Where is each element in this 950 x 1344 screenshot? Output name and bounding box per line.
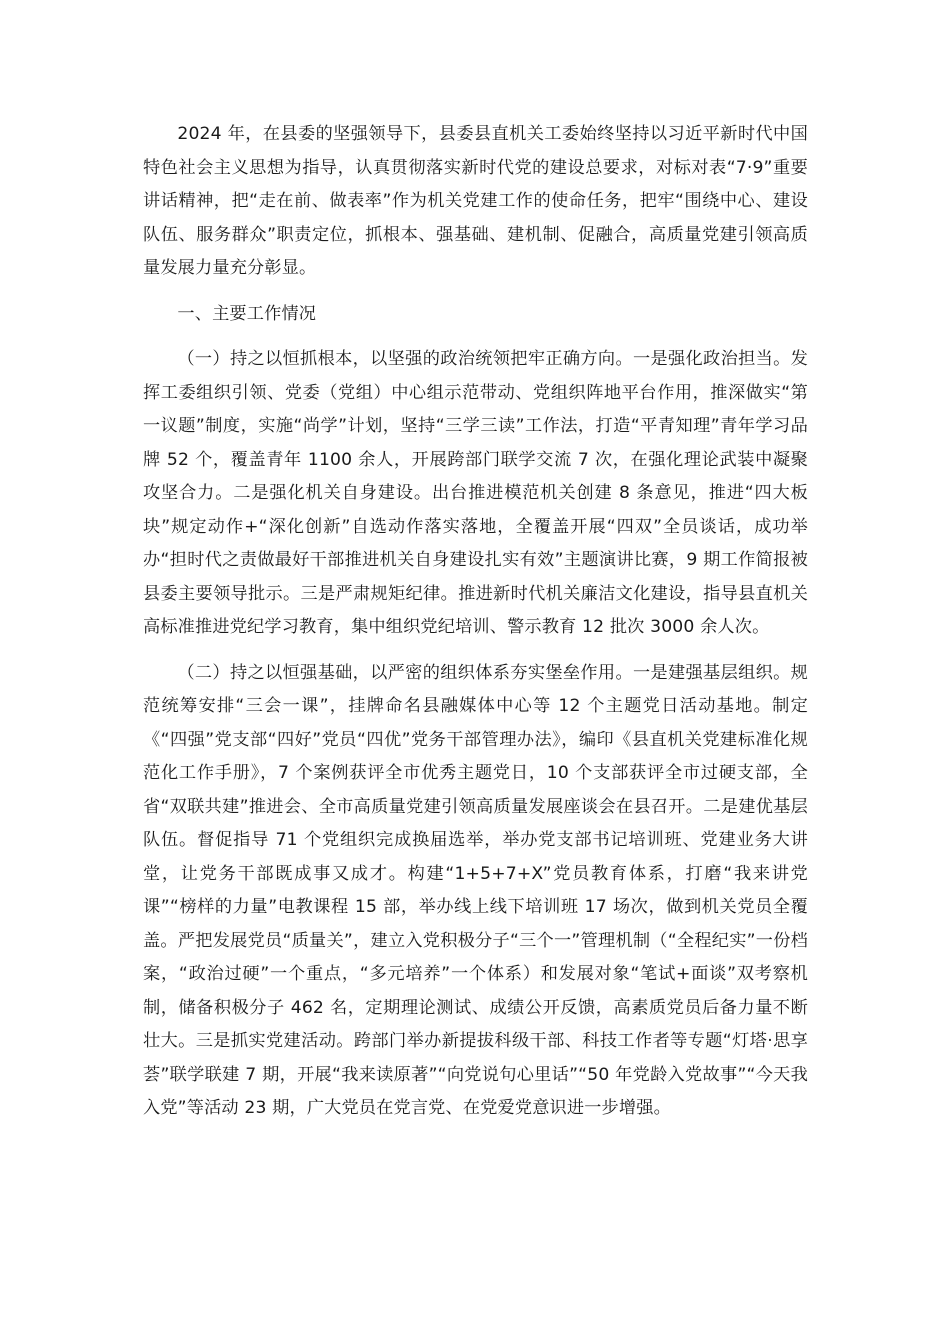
intro-paragraph: 2024 年，在县委的坚强领导下，县委县直机关工委始终坚持以习近平新时代中国特色社会主义思想为指导，认真贯彻落实新时代党的建设总要求，对标对表“7·9”重要讲话精神，把“走在前、做表率”作为机关党建工作的使命任务，把牢“围绕中心、建设队伍、服务群众”职责定位，抓根本、强基础、建机制、促融合，高质量党建引领高质量发展力量充分彰显。 xyxy=(143,124,808,278)
section-heading: 一、主要工作情况 xyxy=(177,303,317,324)
document-body xyxy=(143,118,808,1126)
section-2-paragraph: （二）持之以恒强基础，以严密的组织体系夯实堡垒作用。一是建强基层组织。规范统筹安排“三会一课”，挂牌命名县融媒体中心等 12 个主题党日活动基地。制定《“四强”党支部“四好”党员“四优”党务干部管理办法》，编印《县直机关党建标准化规范化工作手册》，7 个案例获评全市优秀主题党日，10 个支部获评全市过硬支部，全省“双联共建”推进会、全市高质量党建引领高质量发展座谈会在县召开。二是建优基层队伍。督促指导 71 个党组织完成换届选举，举办党支部书记培训班、党建业务大讲堂，让党务干部既成事又成才。构建“1+5+7+X”党员教育体系，打磨“我来讲党课”“榜样的力量”电教课程 15 部，举办线上线下培训班 17 场次，做到机关党员全覆盖。严把发展党员“质量关”，建立入党积极分子“三个一”管理机制（“全程纪实”一份档案，“政治过硬”一个重点，“多元培养”一个体系）和发展对象“笔试+面谈”双考察机制，储备积极分子 462 名，定期理论测试、成绩公开反馈，高素质党员后备力量不断壮大。三是抓实党建活动。跨部门举办新提拔科级干部、科技工作者等专题“灯塔·思享荟”联学联建 7 期，开展“我来读原著”“向党说句心里话”“50 年党龄入党故事”“今天我入党”等活动 23 期，广大党员在党言党、在党爱党意识进一步增强。 xyxy=(143,662,808,1118)
section-1-paragraph: （一）持之以恒抓根本，以坚强的政治统领把牢正确方向。一是强化政治担当。发挥工委组织引领、党委（党组）中心组示范带动、党组织阵地平台作用，推深做实“第一议题”制度，实施“尚学”计划，坚持“三学三读”工作法，打造“平青知理”青年学习品牌 52 个，覆盖青年 1100 余人，开展跨部门联学交流 7 次，在强化理论武装中凝聚攻坚合力。二是强化机关自身建设。出台推进模范机关创建 8 条意见，推进“四大板块”规定动作+“深化创新”自选动作落实落地，全覆盖开展“四双”全员谈话，成功举办“担时代之责做最好干部推进机关自身建设扎实有效”主题演讲比赛，9 期工作简报被县委主要领导批示。三是严肃规矩纪律。推进新时代机关廉洁文化建设，指导县直机关高标准推进党纪学习教育，集中组织党纪培训、警示教育 12 批次 3000 余人次。 xyxy=(143,349,808,637)
